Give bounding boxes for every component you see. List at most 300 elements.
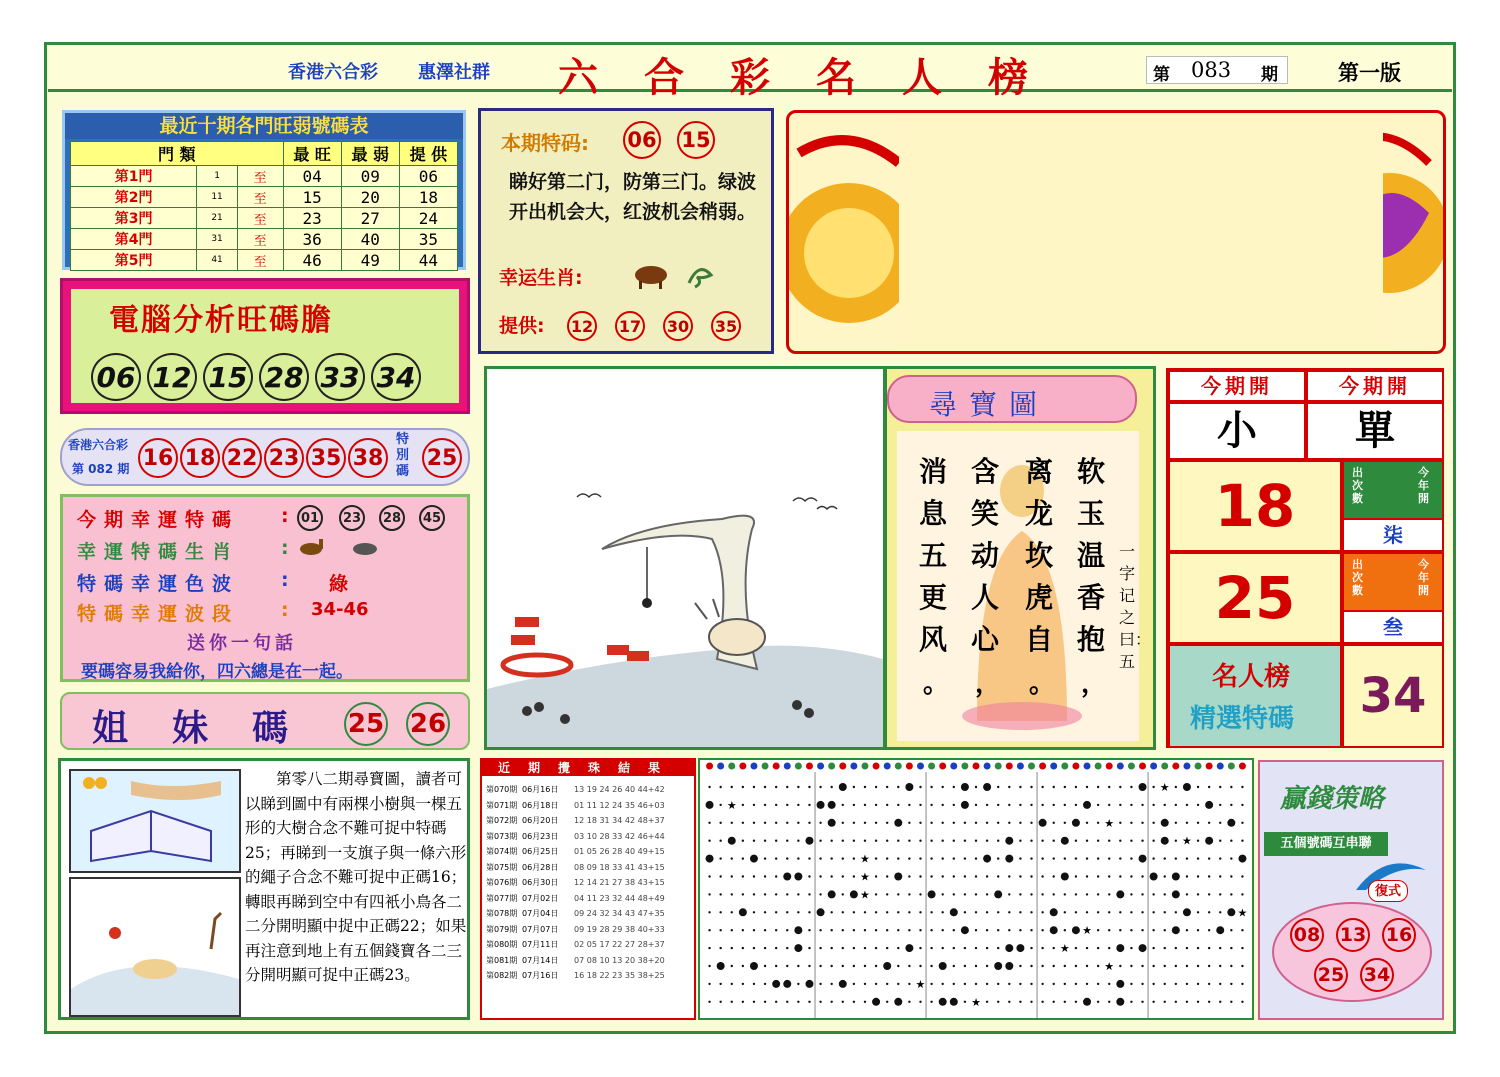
treasure-picture — [484, 366, 886, 750]
empty-dot — [941, 947, 943, 949]
hit-dot — [1061, 873, 1069, 881]
empty-dot — [1186, 929, 1188, 931]
empty-dot — [1230, 840, 1232, 842]
empty-dot — [797, 822, 799, 824]
explain-panel — [58, 758, 470, 1020]
strategy-num: 25 — [1314, 958, 1348, 992]
result-date: 06月28日 — [522, 862, 559, 872]
hit-dot — [894, 998, 902, 1006]
header-ball — [817, 763, 824, 770]
empty-dot — [1030, 804, 1032, 806]
empty-dot — [775, 822, 777, 824]
empty-dot — [1175, 1001, 1177, 1003]
empty-dot — [764, 1001, 766, 1003]
empty-dot — [1030, 840, 1032, 842]
empty-dot — [1208, 822, 1210, 824]
empty-dot — [1130, 1001, 1132, 1003]
empty-dot — [1175, 804, 1177, 806]
empty-dot — [1086, 857, 1088, 859]
empty-dot — [764, 983, 766, 985]
empty-dot — [742, 1001, 744, 1003]
hit-dot — [1072, 926, 1080, 934]
hit-dot — [783, 873, 791, 881]
empty-dot — [764, 929, 766, 931]
empty-dot — [708, 983, 710, 985]
empty-dot — [853, 983, 855, 985]
empty-dot — [1197, 875, 1199, 877]
empty-dot — [853, 929, 855, 931]
hit-dot — [872, 998, 880, 1006]
empty-dot — [1119, 786, 1121, 788]
hit-dot — [894, 819, 902, 827]
empty-dot — [1130, 804, 1132, 806]
empty-dot — [786, 929, 788, 931]
empty-dot — [1164, 947, 1166, 949]
empty-dot — [742, 840, 744, 842]
hit-dot — [1150, 873, 1158, 881]
empty-dot — [1075, 1001, 1077, 1003]
empty-dot — [1164, 929, 1166, 931]
empty-dot — [1041, 947, 1043, 949]
empty-dot — [1175, 983, 1177, 985]
empty-dot — [1053, 983, 1055, 985]
empty-dot — [1019, 1001, 1021, 1003]
empty-dot — [853, 804, 855, 806]
empty-dot — [1008, 804, 1010, 806]
last-draw-num: 18 — [180, 438, 220, 478]
empty-dot — [764, 875, 766, 877]
hit-dot — [794, 926, 802, 934]
computer-num: 06 — [91, 353, 141, 401]
empty-dot — [1097, 804, 1099, 806]
empty-dot — [1041, 893, 1043, 895]
hit-dot — [1116, 980, 1124, 988]
hit-dot — [828, 890, 836, 898]
empty-dot — [930, 911, 932, 913]
empty-dot — [964, 983, 966, 985]
empty-dot — [786, 786, 788, 788]
empty-dot — [808, 875, 810, 877]
empty-dot — [1164, 965, 1166, 967]
empty-dot — [997, 947, 999, 949]
empty-dot — [908, 822, 910, 824]
empty-dot — [875, 875, 877, 877]
fox-landscape-icon — [71, 879, 239, 1015]
provide-num: 17 — [615, 311, 645, 341]
header-ball — [784, 763, 791, 770]
empty-dot — [1053, 804, 1055, 806]
empty-dot — [1152, 822, 1154, 824]
empty-dot — [742, 786, 744, 788]
empty-dot — [853, 947, 855, 949]
computer-num: 33 — [315, 353, 365, 401]
empty-dot — [886, 911, 888, 913]
empty-dot — [1097, 786, 1099, 788]
hit-dot — [961, 926, 969, 934]
empty-dot — [708, 1001, 710, 1003]
empty-dot — [953, 804, 955, 806]
empty-dot — [1230, 893, 1232, 895]
empty-dot — [864, 947, 866, 949]
empty-dot — [708, 947, 710, 949]
empty-dot — [930, 983, 932, 985]
empty-dot — [1097, 822, 1099, 824]
empty-dot — [919, 947, 921, 949]
hit-dot — [805, 980, 813, 988]
empty-dot — [1097, 893, 1099, 895]
empty-dot — [842, 947, 844, 949]
empty-dot — [786, 965, 788, 967]
colon: : — [281, 505, 289, 527]
hit-dot — [1116, 890, 1124, 898]
result-row — [482, 922, 694, 938]
empty-dot — [1197, 840, 1199, 842]
empty-dot — [886, 857, 888, 859]
empty-dot — [930, 786, 932, 788]
open-parity-value: 單 — [1308, 404, 1442, 458]
empty-dot — [819, 983, 821, 985]
hit-dot — [994, 890, 1002, 898]
hit-dot — [939, 998, 947, 1006]
empty-dot — [1141, 983, 1143, 985]
poem-punct: ， — [1081, 669, 1108, 699]
hit-dot — [905, 944, 913, 952]
open-panel — [1166, 368, 1444, 748]
empty-dot — [997, 929, 999, 931]
empty-dot — [1108, 947, 1110, 949]
empty-dot — [719, 929, 721, 931]
result-date: 06月20日 — [522, 816, 559, 826]
empty-dot — [1219, 804, 1221, 806]
empty-dot — [1008, 911, 1010, 913]
hit-dot — [1172, 890, 1180, 898]
empty-dot — [1119, 929, 1121, 931]
empty-dot — [830, 929, 832, 931]
empty-dot — [1219, 893, 1221, 895]
empty-dot — [753, 822, 755, 824]
empty-dot — [1175, 947, 1177, 949]
empty-dot — [1241, 929, 1243, 931]
compound-tag: 復式 — [1368, 880, 1408, 902]
empty-dot — [953, 840, 955, 842]
hit-dot — [1050, 908, 1058, 916]
empty-dot — [919, 929, 921, 931]
lucky-color-value: 綠 — [329, 573, 349, 595]
strategy-num: 08 — [1290, 918, 1324, 952]
empty-dot — [1197, 929, 1199, 931]
empty-dot — [1041, 840, 1043, 842]
empty-dot — [1108, 983, 1110, 985]
header-ball — [895, 763, 902, 770]
empty-dot — [1241, 965, 1243, 967]
empty-dot — [897, 911, 899, 913]
empty-dot — [708, 822, 710, 824]
empty-dot — [941, 857, 943, 859]
result-issue: 第073期 — [486, 831, 518, 841]
empty-dot — [1008, 822, 1010, 824]
special-code-label: 特別碼 — [396, 432, 410, 479]
empty-dot — [1141, 911, 1143, 913]
empty-dot — [1108, 875, 1110, 877]
empty-dot — [997, 911, 999, 913]
empty-dot — [964, 911, 966, 913]
empty-dot — [764, 911, 766, 913]
hit-dot — [883, 962, 891, 970]
open-num-1: 18 — [1170, 462, 1340, 550]
empty-dot — [1030, 929, 1032, 931]
lucky-num: 23 — [339, 505, 365, 531]
empty-dot — [975, 983, 977, 985]
empty-dot — [1075, 840, 1077, 842]
empty-dot — [719, 857, 721, 859]
header-ball — [1006, 763, 1013, 770]
empty-dot — [842, 804, 844, 806]
empty-dot — [1219, 857, 1221, 859]
empty-dot — [1175, 965, 1177, 967]
hit-dot — [961, 801, 969, 809]
empty-dot — [1141, 965, 1143, 967]
hit-dot — [706, 801, 714, 809]
empty-dot — [1097, 857, 1099, 859]
poem-line: 含笑动人心 — [971, 455, 1000, 656]
empty-dot — [1175, 857, 1177, 859]
empty-dot — [953, 929, 955, 931]
empty-dot — [864, 1001, 866, 1003]
empty-dot — [1019, 857, 1021, 859]
empty-dot — [975, 840, 977, 842]
empty-dot — [897, 840, 899, 842]
hit-dot — [1216, 926, 1224, 934]
empty-dot — [1197, 947, 1199, 949]
empty-dot — [1197, 893, 1199, 895]
empty-dot — [786, 822, 788, 824]
empty-dot — [1019, 965, 1021, 967]
empty-dot — [797, 1001, 799, 1003]
lucky-zodiac-label: 幸運特碼生肖 — [77, 541, 240, 563]
hit-dot — [706, 855, 714, 863]
empty-dot — [764, 893, 766, 895]
empty-dot — [853, 1001, 855, 1003]
empty-dot — [1230, 875, 1232, 877]
trend-dots — [700, 760, 1252, 1018]
empty-dot — [1041, 965, 1043, 967]
hit-dot — [1139, 855, 1147, 863]
empty-dot — [1141, 929, 1143, 931]
empty-dot — [1064, 893, 1066, 895]
result-issue: 第077期 — [486, 893, 518, 903]
empty-dot — [997, 875, 999, 877]
empty-dot — [753, 893, 755, 895]
empty-dot — [1230, 804, 1232, 806]
empty-dot — [764, 947, 766, 949]
empty-dot — [808, 786, 810, 788]
empty-dot — [1053, 875, 1055, 877]
book-illustration — [69, 769, 241, 873]
empty-dot — [897, 857, 899, 859]
empty-dot — [953, 983, 955, 985]
hit-dot — [1039, 819, 1047, 827]
empty-dot — [1086, 840, 1088, 842]
provide-label: 提供: — [499, 315, 545, 337]
result-issue: 第070期 — [486, 785, 518, 795]
empty-dot — [864, 983, 866, 985]
empty-dot — [719, 947, 721, 949]
empty-dot — [731, 965, 733, 967]
open-count-2: 叁 — [1344, 612, 1442, 642]
result-numbers: 01 05 26 28 40 49+15 — [574, 847, 665, 857]
fame-number: 34 — [1344, 646, 1442, 746]
empty-dot — [1130, 875, 1132, 877]
empty-dot — [919, 822, 921, 824]
empty-dot — [775, 911, 777, 913]
hit-dot — [894, 873, 902, 881]
empty-dot — [719, 893, 721, 895]
empty-dot — [1130, 965, 1132, 967]
empty-dot — [1197, 1001, 1199, 1003]
hit-dot — [1072, 819, 1080, 827]
empty-dot — [764, 804, 766, 806]
empty-dot — [1075, 893, 1077, 895]
empty-dot — [964, 893, 966, 895]
strategy-num: 16 — [1382, 918, 1416, 952]
empty-dot — [853, 786, 855, 788]
empty-dot — [830, 911, 832, 913]
empty-dot — [1041, 929, 1043, 931]
empty-dot — [1130, 857, 1132, 859]
empty-dot — [708, 929, 710, 931]
empty-dot — [1141, 1001, 1143, 1003]
empty-dot — [1175, 840, 1177, 842]
result-date: 07月14日 — [522, 955, 559, 965]
trend-grid — [698, 758, 1254, 1020]
result-issue: 第079期 — [486, 924, 518, 934]
empty-dot — [1230, 983, 1232, 985]
poem-line: 消息五更风 — [919, 455, 948, 656]
header-ball — [1172, 763, 1179, 770]
empty-dot — [897, 786, 899, 788]
empty-dot — [1141, 822, 1143, 824]
header-ball — [1117, 763, 1124, 770]
empty-dot — [975, 893, 977, 895]
empty-dot — [1008, 929, 1010, 931]
header-ball — [795, 763, 802, 770]
empty-dot — [919, 840, 921, 842]
hit-dot — [817, 908, 825, 916]
result-issue: 第076期 — [486, 878, 518, 888]
hit-dot — [728, 837, 736, 845]
header-ball — [839, 763, 846, 770]
hit-dot — [1172, 873, 1180, 881]
hit-dot — [961, 783, 969, 791]
empty-dot — [941, 875, 943, 877]
empty-dot — [830, 857, 832, 859]
result-row — [482, 953, 694, 969]
empty-dot — [1230, 786, 1232, 788]
empty-dot — [1086, 786, 1088, 788]
empty-dot — [1152, 893, 1154, 895]
empty-dot — [708, 965, 710, 967]
empty-dot — [830, 947, 832, 949]
empty-dot — [986, 875, 988, 877]
header-ball — [961, 763, 968, 770]
strategy-num: 34 — [1360, 958, 1394, 992]
empty-dot — [742, 947, 744, 949]
special-star: ★ — [1159, 781, 1170, 794]
empty-dot — [1019, 983, 1021, 985]
empty-dot — [941, 911, 943, 913]
header-ball — [1217, 763, 1224, 770]
empty-dot — [1086, 983, 1088, 985]
header-ball — [806, 763, 813, 770]
hit-dot — [750, 855, 758, 863]
poem-card — [897, 431, 1152, 741]
empty-dot — [919, 857, 921, 859]
empty-dot — [1186, 965, 1188, 967]
empty-dot — [964, 875, 966, 877]
fame-subtitle: 精選特碼 — [1190, 704, 1295, 734]
open-tag-year: 今年開 — [1418, 558, 1429, 597]
empty-dot — [1152, 786, 1154, 788]
empty-dot — [797, 804, 799, 806]
empty-dot — [819, 857, 821, 859]
empty-dot — [742, 929, 744, 931]
provide-num: 35 — [711, 311, 741, 341]
empty-dot — [986, 947, 988, 949]
col-give: 提 供 — [399, 142, 457, 166]
empty-dot — [1064, 929, 1066, 931]
empty-dot — [919, 786, 921, 788]
empty-dot — [997, 840, 999, 842]
treasure-poem-panel — [884, 366, 1156, 750]
empty-dot — [897, 804, 899, 806]
empty-dot — [830, 786, 832, 788]
empty-dot — [986, 965, 988, 967]
hit-dot — [1227, 819, 1235, 827]
empty-dot — [853, 840, 855, 842]
empty-dot — [1030, 857, 1032, 859]
empty-dot — [1119, 840, 1121, 842]
empty-dot — [1019, 929, 1021, 931]
empty-dot — [1030, 911, 1032, 913]
empty-dot — [1230, 929, 1232, 931]
empty-dot — [1030, 875, 1032, 877]
empty-dot — [1208, 947, 1210, 949]
strategy-panel — [1258, 760, 1444, 1020]
special-star: ★ — [1082, 924, 1092, 938]
empty-dot — [1208, 1001, 1210, 1003]
empty-dot — [775, 893, 777, 895]
empty-dot — [819, 893, 821, 895]
empty-dot — [1008, 893, 1010, 895]
empty-dot — [1152, 804, 1154, 806]
empty-dot — [719, 786, 721, 788]
empty-dot — [1208, 786, 1210, 788]
empty-dot — [808, 929, 810, 931]
empty-dot — [719, 983, 721, 985]
horse-rat-icon — [295, 535, 385, 561]
empty-dot — [1008, 786, 1010, 788]
result-date: 07月02日 — [522, 893, 559, 903]
result-numbers: 04 11 23 32 44 48+49 — [574, 893, 665, 903]
empty-dot — [719, 1001, 721, 1003]
empty-dot — [853, 965, 855, 967]
header-ball — [1161, 763, 1168, 770]
col-max: 最 旺 — [283, 142, 341, 166]
empty-dot — [797, 911, 799, 913]
empty-dot — [731, 822, 733, 824]
hit-dot — [750, 962, 758, 970]
empty-dot — [1086, 911, 1088, 913]
